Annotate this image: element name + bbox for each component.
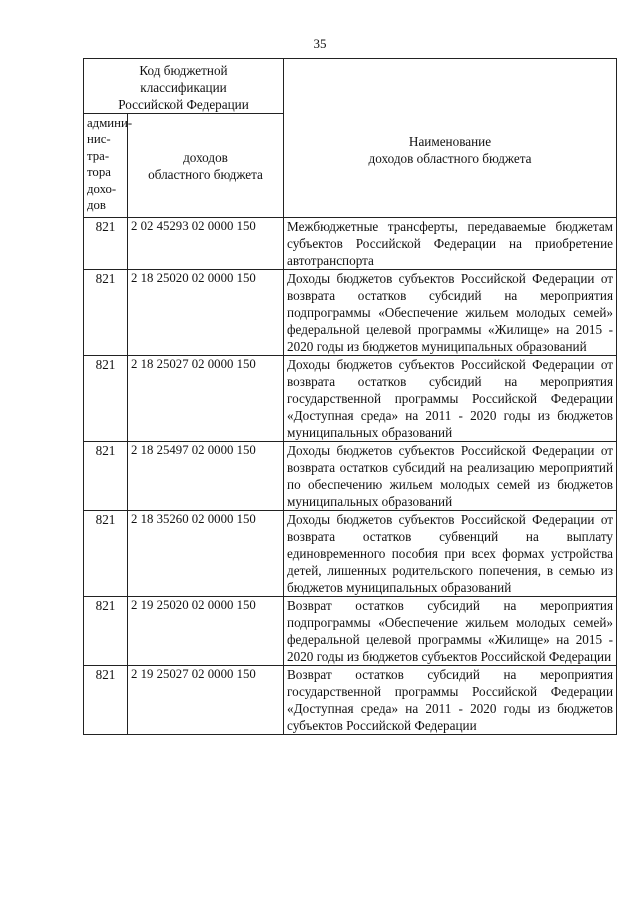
admin-code-cell: 821 — [84, 218, 128, 270]
budget-code-cell: 2 02 45293 02 0000 150 — [128, 218, 284, 270]
table-row — [84, 442, 617, 511]
admin-code-cell: 821 — [84, 666, 128, 735]
budget-code-cell: 2 18 25497 02 0000 150 — [128, 442, 284, 511]
admin-code-cell: 821 — [84, 270, 128, 356]
budget-code-cell: 2 19 25020 02 0000 150 — [128, 597, 284, 666]
budget-code-cell: 2 18 25027 02 0000 150 — [128, 356, 284, 442]
admin-code-cell: 821 — [84, 597, 128, 666]
header-row-1 — [84, 59, 617, 114]
table-row — [84, 597, 617, 666]
income-name-cell: Доходы бюджетов субъектов Российской Федерации от возврата остатков субсидий на мероприятия государственной программы Российской Федерации «Доступная среда» на 2011 - 2020 годы из бюджетов муниципальных образований — [284, 356, 617, 442]
header-income-column: доходов областного бюджета — [128, 114, 284, 218]
table-row — [84, 218, 617, 270]
table-row — [84, 356, 617, 442]
table-row — [84, 270, 617, 356]
table-row — [84, 666, 617, 735]
income-name-cell: Межбюджетные трансферты, передаваемые бюджетам субъектов Российской Федерации на приобретение автотранспорта — [284, 218, 617, 270]
income-name-cell: Доходы бюджетов субъектов Российской Федерации от возврата остатков субсидий на реализацию мероприятий по обеспечению жильем молодых семей из бюджетов муниципальных образований — [284, 442, 617, 511]
income-name-cell: Возврат остатков субсидий на мероприятия подпрограммы «Обеспечение жильем молодых семей» федеральной целевой программы «Жилище» на 2015 - 2020 годы из бюджетов субъектов Российской Федерации — [284, 597, 617, 666]
budget-code-cell: 2 18 35260 02 0000 150 — [128, 511, 284, 597]
admin-code-cell: 821 — [84, 356, 128, 442]
admin-code-cell: 821 — [84, 442, 128, 511]
income-name-cell: Доходы бюджетов субъектов Российской Федерации от возврата остатков субвенций на выплату единовременного пособия при всех формах устройства детей, лишенных родительского попечения, в семью из бюджетов муниципальных образований — [284, 511, 617, 597]
page-number: 35 — [313, 36, 327, 51]
header-admin-column: админи- нис- тра- тора дохо- дов — [84, 114, 128, 218]
income-name-cell: Возврат остатков субсидий на мероприятия государственной программы Российской Федерации «Доступная среда» на 2011 - 2020 годы из бюджетов субъектов Российской Федерации — [284, 666, 617, 735]
admin-code-cell: 821 — [84, 511, 128, 597]
budget-classification-table — [83, 58, 617, 735]
budget-code-cell: 2 19 25027 02 0000 150 — [128, 666, 284, 735]
budget-code-cell: 2 18 25020 02 0000 150 — [128, 270, 284, 356]
header-code-group: Код бюджетной классификации Российской Федерации — [84, 59, 284, 114]
income-name-cell: Доходы бюджетов субъектов Российской Федерации от возврата остатков субсидий на мероприятия подпрограммы «Обеспечение жильем молодых семей» федеральной целевой программы «Жилище» на 2015 - 2020 годы из бюджетов муниципальных образований — [284, 270, 617, 356]
table-row — [84, 511, 617, 597]
header-name-column: Наименование доходов областного бюджета — [284, 59, 617, 218]
